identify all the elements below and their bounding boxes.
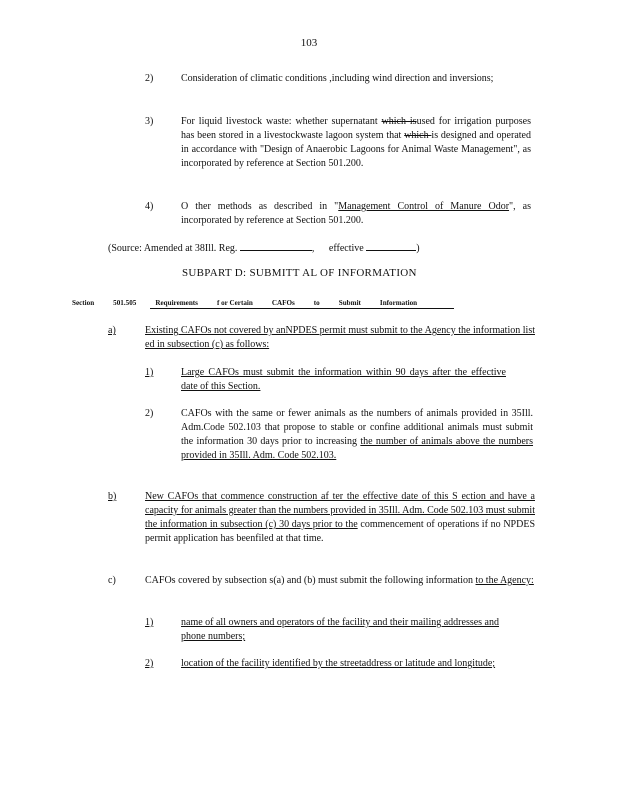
item-c2-number: 2) [145, 658, 154, 669]
subsection-b-text: New CAFOs that commence construction af ter the effective date of this S ection and have a capacity for animals greater than the numbers provided in 35Ill. Adm. Code 502.103 must submit the information in subsection (c) 30 days prior to the commencement of operations if no NPDES permit application has beenfiled at that time. [145, 491, 536, 544]
item-a2-text: CAFOs with the same or fewer animals as the numbers of animals provided in 35Ill. Adm.Code 502.103 that propose to stable or confine additional animals must submit the information 30 days prior to increasing the number of animals above the numbers provided in 35Ill. Adm. Code 502.103. [181, 408, 534, 461]
item-2-number: 2) [145, 73, 154, 84]
deleted-text: which [404, 130, 432, 141]
subsection-c-text: CAFOs covered by subsection s(a) and (b) must submit the following information to the Agency: [145, 575, 534, 586]
section-heading: Section 501.505 Requirements f or Certain CAFOs to Submit Information [72, 298, 418, 307]
item-4-number: 4) [145, 201, 154, 212]
item-2-text: Consideration of climatic conditions ,including wind direction and inversions; [181, 73, 494, 84]
item-3-number: 3) [145, 116, 154, 127]
item-a1-number: 1) [145, 367, 154, 378]
reg-blank [240, 240, 312, 251]
page-number: 103 [300, 37, 318, 49]
item-3-text: For liquid livestock waste: whether supernatant which isused for irrigation purposes has been stored in a livestockwaste lagoon system that which is designed and operated in accordance with "Design of Anaerobic Lagoons for Animal Waste Management", as incorporated by reference at Section 501.200. [181, 116, 531, 169]
item-c2-text: location of the facility identified by the streetaddress or latitude and longitude; [181, 658, 496, 669]
subsection-c-number: c) [108, 575, 116, 586]
item-4-text: O ther methods as described in "Management Control of Manure Odor", as incorporated by reference at Section 501.200. [181, 201, 531, 226]
item-a2-number: 2) [145, 408, 154, 419]
item-c1-number: 1) [145, 617, 154, 628]
section-underline [150, 308, 454, 309]
item-c1-text: name of all owners and operators of the facility and their mailing addresses and phone numbers; [181, 617, 499, 642]
subsection-a-text: Existing CAFOs not covered by anNPDES permit must submit to the Agency the information list ed in subsection (c) as follows: [145, 325, 535, 350]
deleted-text: which is [381, 116, 417, 127]
item-a1-text: Large CAFOs must submit the information within 90 days after the effective date of this Section. [181, 367, 506, 392]
subpart-heading: SUBPART D: SUBMITT AL OF INFORMATION [182, 267, 417, 279]
subsection-b-number: b) [108, 491, 117, 502]
subsection-a-number: a) [108, 325, 116, 336]
date-blank [366, 240, 416, 251]
source-note: (Source: Amended at 38Ill. Reg. , effective ) [108, 240, 420, 256]
